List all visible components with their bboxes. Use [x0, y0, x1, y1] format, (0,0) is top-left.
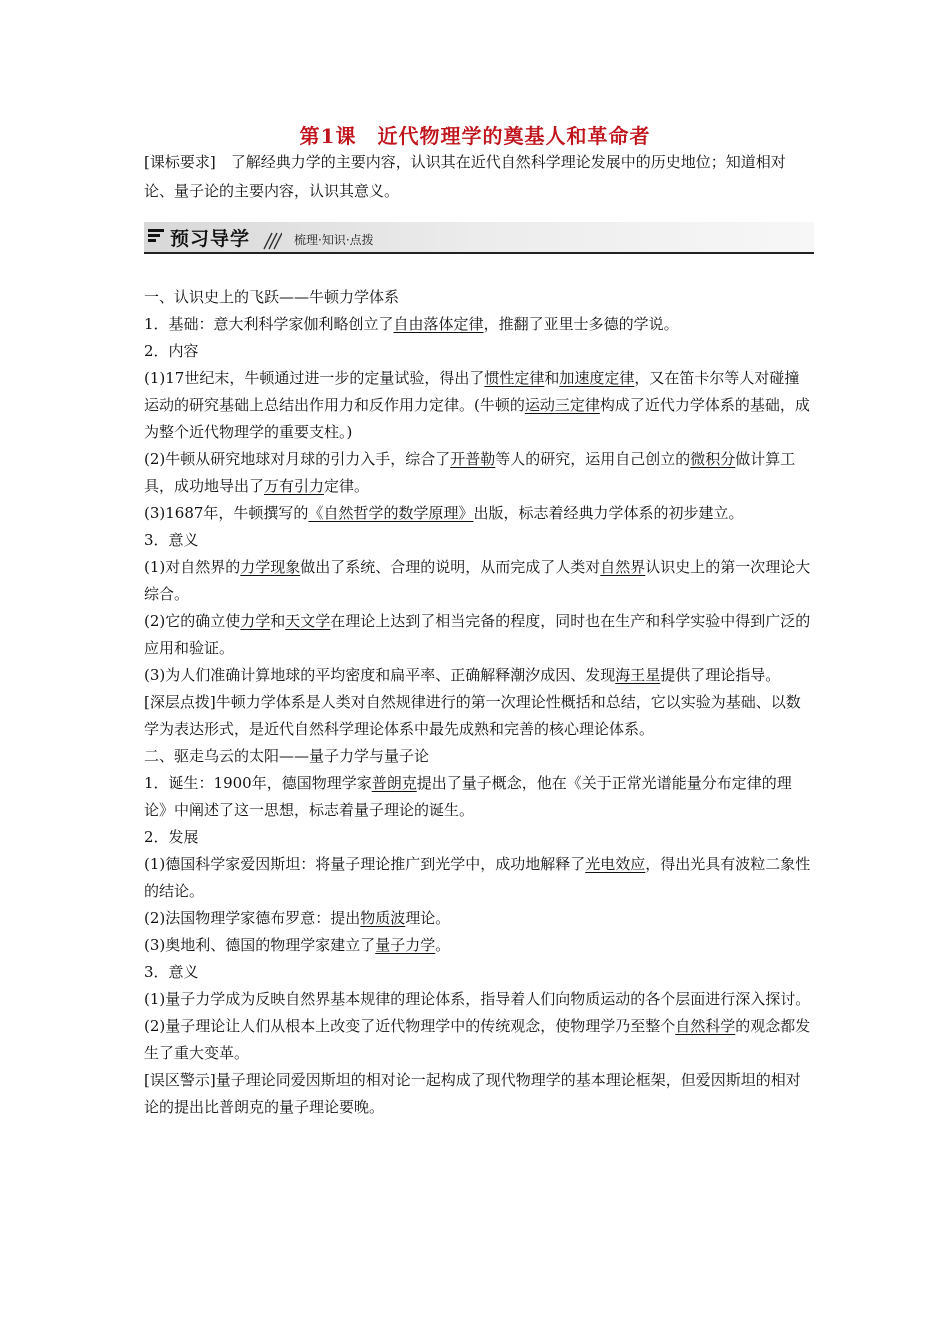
paragraph: (1)对自然界的力学现象做出了系统、合理的说明，从而完成了人类对自然界认识史上的第一次理论大综合。 [144, 558, 811, 603]
fill-blank: 自由落体定律 [393, 315, 484, 333]
fill-blank: 自然界 [600, 558, 646, 576]
paragraph: (3)1687年，牛顿撰写的《自然哲学的数学原理》出版，标志着经典力学体系的初步建立。 [144, 504, 744, 522]
fill-blank: 《自然哲学的数学原理》 [308, 504, 474, 522]
slash-decoration-icon [260, 230, 282, 250]
fill-blank: 开普勒 [450, 450, 496, 468]
requirement-text: 了解经典力学的主要内容，认识其在近代自然科学理论发展中的历史地位；知道相对论、量子论的主要内容，认识其意义。 [144, 153, 786, 200]
misconception-warning-paragraph: [误区警示]量子理论同爱因斯坦的相对论一起构成了现代物理学的基本理论框架，但爱因斯坦的相对论的提出比普朗克的量子理论要晚。 [144, 1071, 801, 1116]
fill-blank: 万有引力 [264, 477, 325, 495]
paragraph: (1)量子力学成为反映自然界基本规律的理论体系，指导着人们向物质运动的各个层面进行深入探讨。 [144, 990, 811, 1008]
paragraph: (3)为人们准确计算地球的平均密度和扁平率、正确解释潮汐成因、发现海王星提供了理论指导。 [144, 666, 781, 684]
document-body [144, 284, 814, 1121]
paragraph: 1．诞生：1900年，德国物理学家普朗克提出了量子概念，他在《关于正常光谱能量分布定律的理论》中阐述了这一思想，标志着量子理论的诞生。 [144, 774, 792, 819]
paragraph: 3．意义 [144, 963, 199, 981]
paragraph: (2)量子理论让人们从根本上改变了近代物理学中的传统观念，使物理学乃至整个自然科学的观念都发生了重大变革。 [144, 1017, 811, 1062]
stripes-icon [148, 228, 166, 246]
fill-blank: 普朗克 [371, 774, 417, 792]
fill-blank: 天文学 [285, 612, 331, 630]
fill-blank: 加速度定律 [559, 369, 635, 387]
paragraph: (3)奥地利、德国的物理学家建立了量子力学。 [144, 936, 451, 954]
paragraph: (2)牛顿从研究地球对月球的引力入手，综合了开普勒等人的研究，运用自己创立的微积分做计算工具，成功地导出了万有引力定律。 [144, 450, 796, 495]
fill-blank: 光电效应 [585, 855, 646, 873]
section-heading: 一、认识史上的飞跃——牛顿力学体系 [144, 288, 400, 306]
fill-blank: 惯性定律 [484, 369, 545, 387]
fill-blank: 量子力学 [375, 936, 436, 954]
deep-tip-paragraph: [深层点拨]牛顿力学体系是人类对自然规律进行的第一次理论性概括和总结，它以实验为基础、以数学为表达形式，是近代自然科学理论体系中最先成熟和完善的核心理论体系。 [144, 693, 801, 738]
paragraph: (2)它的确立使力学和天文学在理论上达到了相当完备的程度，同时也在生产和科学实验中得到广泛的应用和验证。 [144, 612, 811, 657]
paragraph: 2．内容 [144, 342, 199, 360]
fill-blank: 力学现象 [240, 558, 301, 576]
fill-blank: 自然科学 [675, 1017, 736, 1035]
section-heading: 二、驱走乌云的太阳——量子力学与量子论 [144, 747, 430, 765]
paragraph: 3．意义 [144, 531, 199, 549]
paragraph: (1)17世纪末，牛顿通过进一步的定量试验，得出了惯性定律和加速度定律，又在笛卡尔等人对碰撞运动的研究基础上总结出作用力和反作用力定律。(牛顿的运动三定律构成了近代力学体系的基础，成为整个近代物理学的重要支柱。) [144, 369, 810, 441]
fill-blank: 力学 [240, 612, 271, 630]
fill-blank: 微积分 [690, 450, 736, 468]
section-banner [144, 222, 814, 256]
fill-blank: 运动三定律 [524, 396, 600, 414]
paragraph: 1．基础：意大利科学家伽利略创立了自由落体定律，推翻了亚里士多德的学说。 [144, 315, 679, 333]
banner-underline [144, 252, 814, 254]
lesson-title: 第1课 近代物理学的奠基人和革命者 [299, 124, 651, 148]
paragraph: 2．发展 [144, 828, 199, 846]
paragraph: (2)法国物理学家德布罗意：提出物质波理论。 [144, 909, 451, 927]
requirement-tag: [课标要求] [144, 153, 216, 171]
banner-subtitle: 梳理·知识·点拨 [294, 233, 374, 247]
banner-title: 预习导学 [170, 228, 251, 250]
curriculum-requirement [144, 148, 814, 206]
paragraph: (1)德国科学家爱因斯坦：将量子理论推广到光学中，成功地解释了光电效应，得出光具有波粒二象性的结论。 [144, 855, 811, 900]
fill-blank: 物质波 [360, 909, 406, 927]
fill-blank: 海王星 [615, 666, 661, 684]
